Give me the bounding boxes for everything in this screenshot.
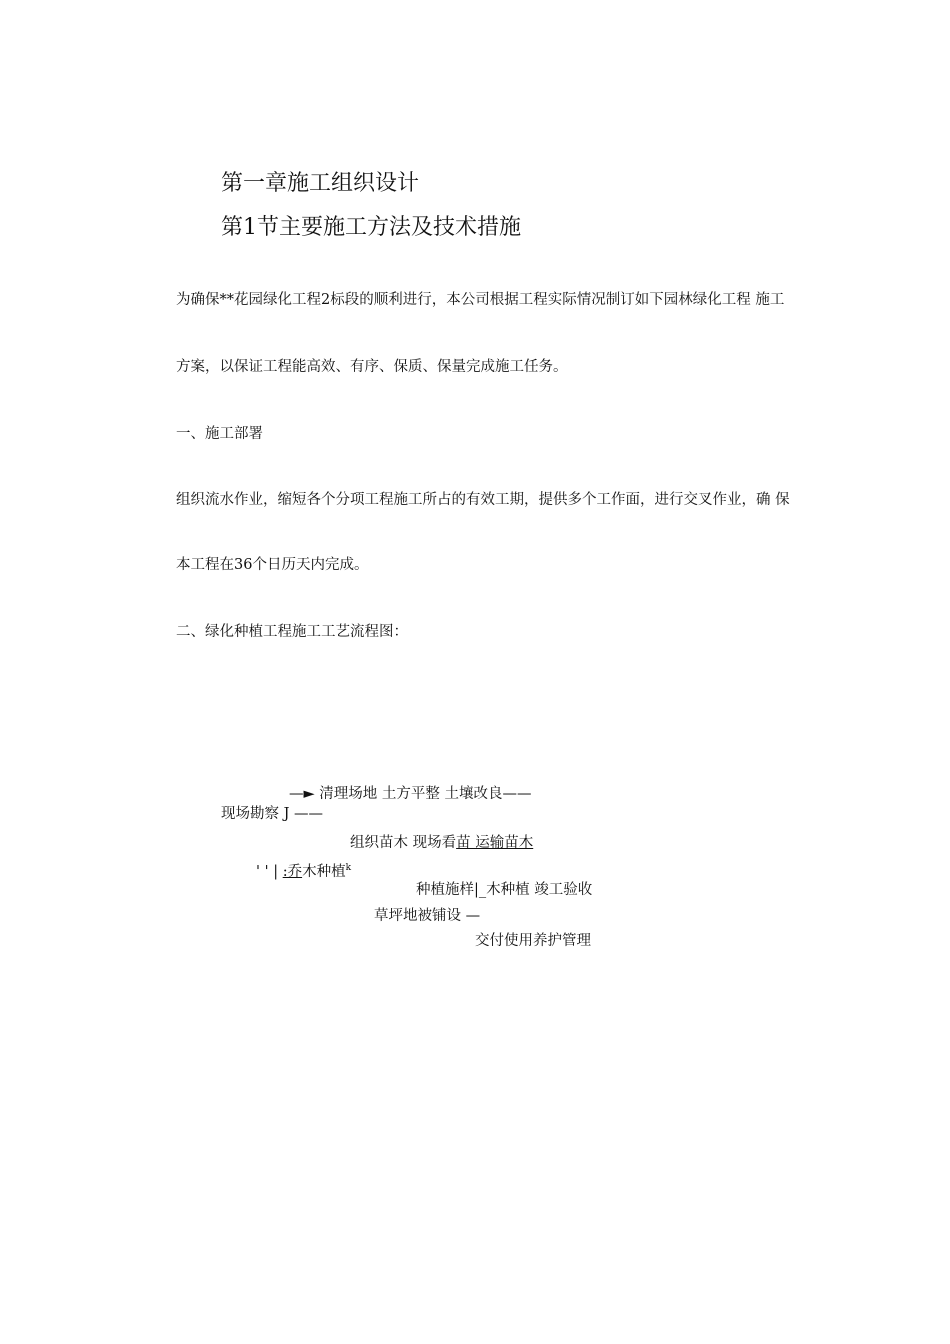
flow-steps-site-prep: 清理场地 土方平整 土壤改良—— [319,786,532,802]
intro-line-2: 方案，以保证工程能高效、有序、保质、保量完成施工任务。 [176,359,568,375]
part1-line-2: 本工程在36个日历天内完成。 [176,557,369,573]
flow-row-6: 草坪地被铺设 — [374,908,481,924]
flow-row-4 [256,860,351,881]
flow-marks: ' ' | [256,864,283,880]
chapter-title: 第一章施工组织设计 [221,171,420,196]
flow-row-2: 现场勘察 J —— [221,806,324,822]
intro-line-1: 为确保**花园绿化工程2标段的顺利进行，本公司根据工程实际情况制订如下园林绿化工程 施工 [176,292,785,308]
flow-steps-nursery: 组织苗木 现场看 [350,835,457,851]
flow-tree-planting: 木种植 [302,864,346,880]
flow-steps-transport: 苗 运输苗木 [456,835,534,851]
section-title: 第1节主要施工方法及技术措施 [221,215,521,240]
flow-row-7: 交付使用养护管理 [475,933,591,949]
flow-superscript: k [345,863,352,874]
arrow-right-icon: —► [289,786,315,802]
part1-heading: 一、施工部署 [176,426,263,442]
flow-tree-prefix: :乔 [282,864,303,880]
flow-row-3 [350,831,533,852]
flow-row-5: 种植施样|_木种植 竣工验收 [416,882,593,898]
part1-line-1: 组织流水作业，缩短各个分项工程施工所占的有效工期，提供多个工作面，进行交叉作业，确 保 [176,492,790,508]
flow-row-1 [289,782,531,803]
part2-heading: 二、绿化种植工程施工工艺流程图： [176,624,408,640]
